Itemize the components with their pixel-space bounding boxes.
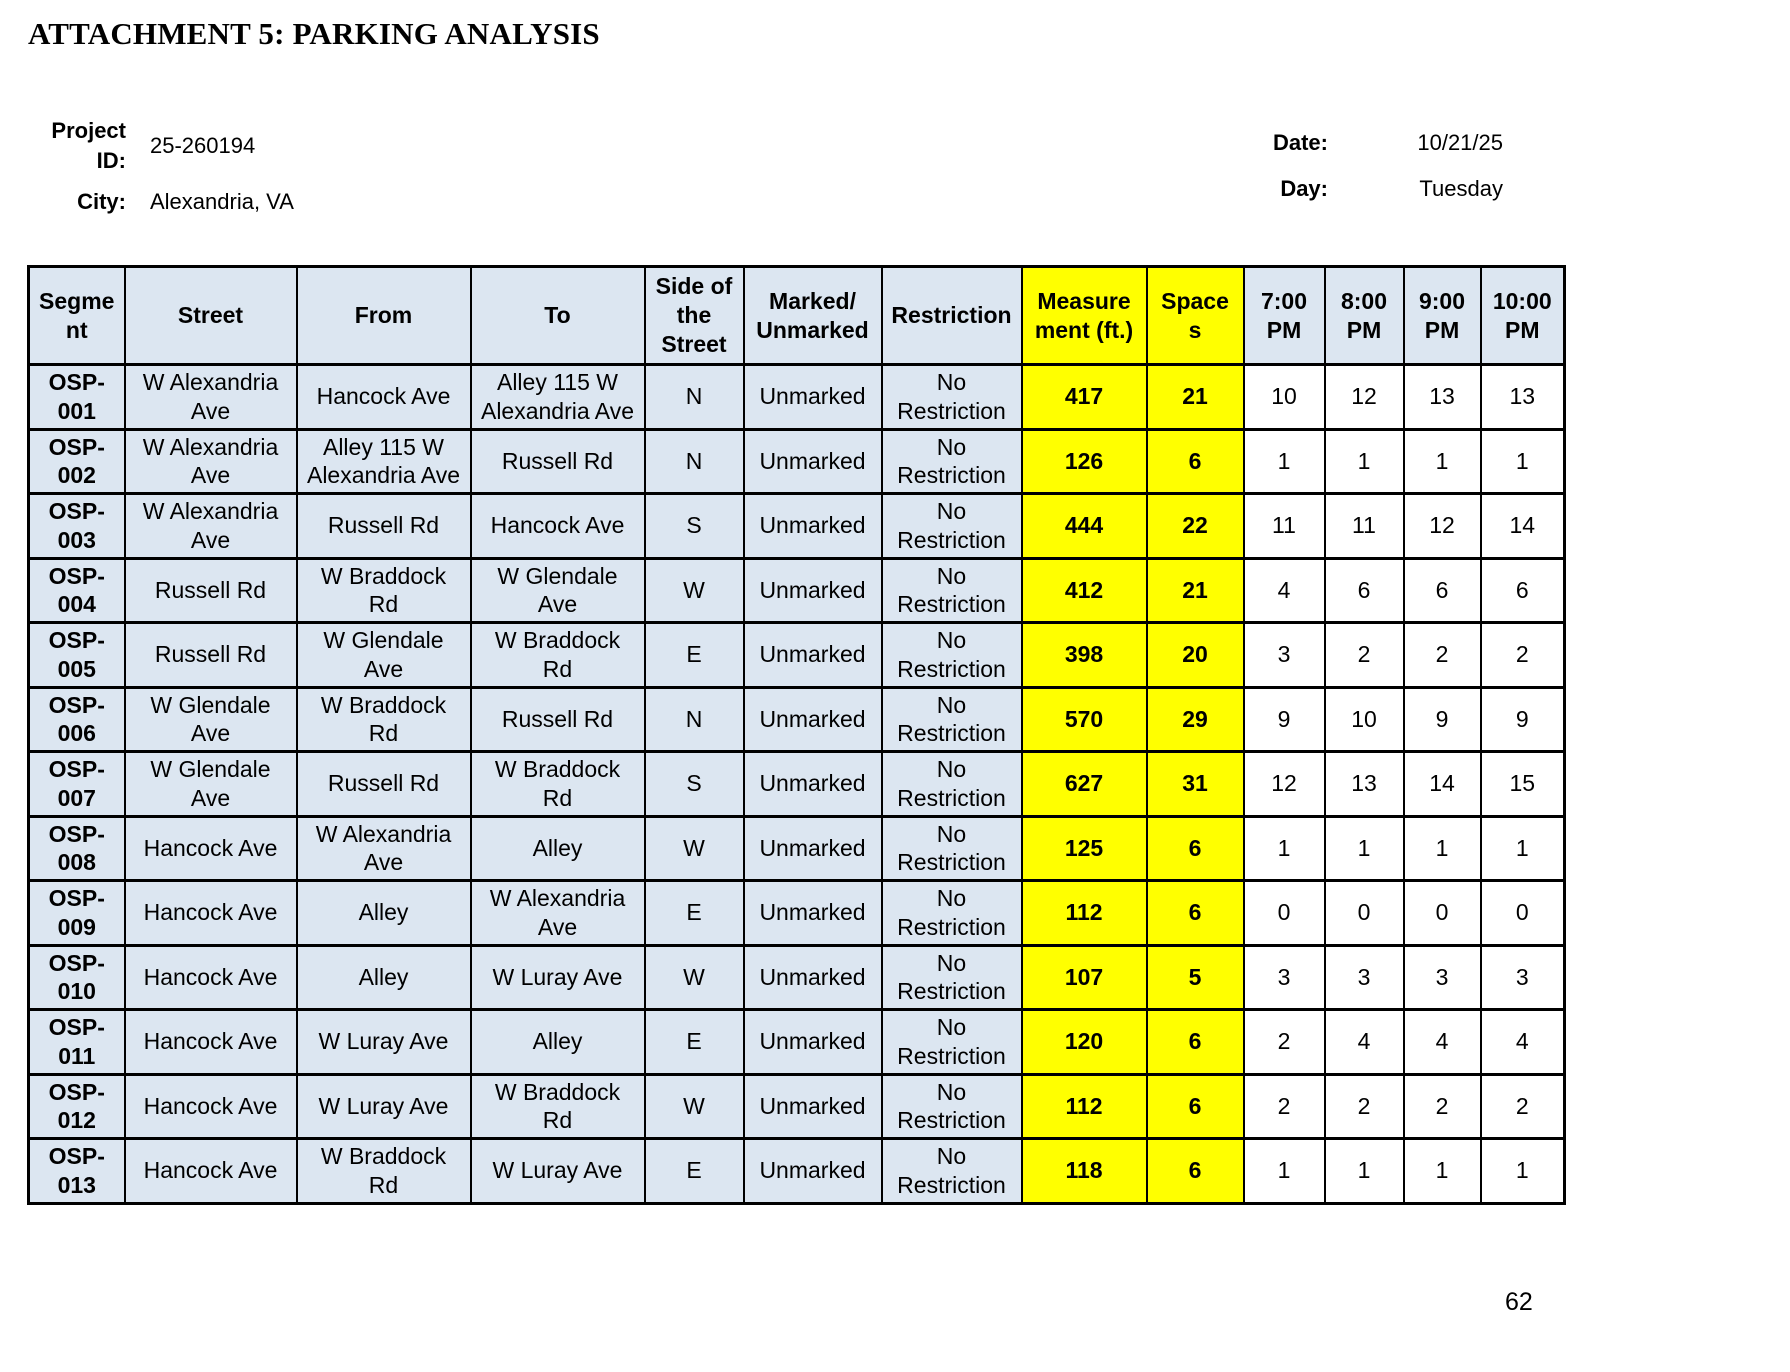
table-cell: 1 — [1404, 429, 1481, 494]
table-cell: Unmarked — [744, 881, 882, 946]
city-label: City: — [77, 189, 126, 215]
table-cell: 3 — [1481, 945, 1565, 1010]
table-cell: Alley — [471, 1010, 645, 1075]
page-number: 62 — [1505, 1288, 1533, 1316]
table-cell: E — [645, 881, 744, 946]
table-cell: Alley — [297, 945, 471, 1010]
table-cell: 29 — [1147, 687, 1244, 752]
table-cell: OSP-007 — [29, 752, 125, 817]
table-cell: W Luray Ave — [471, 945, 645, 1010]
table-row — [29, 881, 1565, 946]
table-cell: Unmarked — [744, 752, 882, 817]
table-cell: 120 — [1022, 1010, 1147, 1075]
table-cell: 412 — [1022, 558, 1147, 623]
table-cell: 398 — [1022, 623, 1147, 688]
table-cell: No Restriction — [882, 365, 1022, 430]
table-cell: 15 — [1481, 752, 1565, 817]
table-cell: Russell Rd — [125, 623, 297, 688]
table-cell: 6 — [1147, 1010, 1244, 1075]
column-header: Segment — [29, 267, 125, 365]
table-cell: 3 — [1244, 623, 1325, 688]
table-cell: W Braddock Rd — [471, 1074, 645, 1139]
table-cell: No Restriction — [882, 429, 1022, 494]
table-cell: Alley — [297, 881, 471, 946]
table-cell: 2 — [1481, 1074, 1565, 1139]
table-cell: 1 — [1404, 1139, 1481, 1204]
table-cell: W Braddock Rd — [471, 752, 645, 817]
table-cell: 4 — [1481, 1010, 1565, 1075]
table-cell: 22 — [1147, 494, 1244, 559]
column-header: Marked/ Unmarked — [744, 267, 882, 365]
table-cell: 11 — [1244, 494, 1325, 559]
parking-analysis-table — [27, 265, 1566, 1205]
table-cell: 20 — [1147, 623, 1244, 688]
table-cell: 1 — [1481, 1139, 1565, 1204]
table-cell: Unmarked — [744, 1139, 882, 1204]
table-cell: 0 — [1244, 881, 1325, 946]
table-cell: 1 — [1325, 429, 1404, 494]
date-info-block — [1258, 130, 1503, 202]
table-cell: 6 — [1147, 1139, 1244, 1204]
table-cell: 12 — [1325, 365, 1404, 430]
table-cell: No Restriction — [882, 558, 1022, 623]
table-cell: 11 — [1325, 494, 1404, 559]
column-header: Spaces — [1147, 267, 1244, 365]
table-cell: Russell Rd — [471, 687, 645, 752]
table-cell: OSP-012 — [29, 1074, 125, 1139]
table-cell: 4 — [1404, 1010, 1481, 1075]
table-cell: 107 — [1022, 945, 1147, 1010]
table-row — [29, 623, 1565, 688]
table-cell: Unmarked — [744, 687, 882, 752]
column-header: To — [471, 267, 645, 365]
column-header: Measurement (ft.) — [1022, 267, 1147, 365]
table-cell: E — [645, 1139, 744, 1204]
table-cell: OSP-011 — [29, 1010, 125, 1075]
table-cell: Unmarked — [744, 623, 882, 688]
table-cell: W Glendale Ave — [125, 687, 297, 752]
table-row — [29, 945, 1565, 1010]
table-row — [29, 687, 1565, 752]
table-cell: Hancock Ave — [125, 945, 297, 1010]
table-cell: 570 — [1022, 687, 1147, 752]
table-cell: OSP-008 — [29, 816, 125, 881]
table-row — [29, 365, 1565, 430]
table-cell: 9 — [1481, 687, 1565, 752]
table-cell: Russell Rd — [471, 429, 645, 494]
table-cell: OSP-006 — [29, 687, 125, 752]
table-cell: No Restriction — [882, 881, 1022, 946]
table-cell: 1 — [1244, 1139, 1325, 1204]
table-cell: Alley 115 W Alexandria Ave — [297, 429, 471, 494]
column-header: Side of the Street — [645, 267, 744, 365]
table-cell: 627 — [1022, 752, 1147, 817]
table-cell: W Luray Ave — [297, 1010, 471, 1075]
table-cell: W — [645, 945, 744, 1010]
table-cell: N — [645, 365, 744, 430]
table-cell: 2 — [1325, 623, 1404, 688]
table-cell: 10 — [1244, 365, 1325, 430]
table-row — [29, 752, 1565, 817]
table-cell: 112 — [1022, 881, 1147, 946]
table-cell: 14 — [1481, 494, 1565, 559]
table-cell: OSP-001 — [29, 365, 125, 430]
table-cell: 21 — [1147, 365, 1244, 430]
page-title: ATTACHMENT 5: PARKING ANALYSIS — [28, 16, 600, 51]
table-cell: Unmarked — [744, 558, 882, 623]
table-cell: Hancock Ave — [297, 365, 471, 430]
table-cell: 6 — [1147, 816, 1244, 881]
table-cell: 10 — [1325, 687, 1404, 752]
table-cell: E — [645, 623, 744, 688]
table-cell: S — [645, 494, 744, 559]
table-cell: Russell Rd — [125, 558, 297, 623]
table-cell: 12 — [1404, 494, 1481, 559]
table-cell: No Restriction — [882, 687, 1022, 752]
table-cell: W Braddock Rd — [471, 623, 645, 688]
table-cell: 2 — [1244, 1074, 1325, 1139]
table-cell: Unmarked — [744, 494, 882, 559]
table-body — [29, 365, 1565, 1204]
table-row — [29, 494, 1565, 559]
table-cell: OSP-002 — [29, 429, 125, 494]
table-cell: 1 — [1325, 816, 1404, 881]
table-row — [29, 816, 1565, 881]
column-header: Street — [125, 267, 297, 365]
column-header: 9:00 PM — [1404, 267, 1481, 365]
table-cell: 417 — [1022, 365, 1147, 430]
table-cell: No Restriction — [882, 1010, 1022, 1075]
column-header: From — [297, 267, 471, 365]
table-cell: 112 — [1022, 1074, 1147, 1139]
table-cell: 4 — [1244, 558, 1325, 623]
table-cell: 4 — [1325, 1010, 1404, 1075]
table-cell: Unmarked — [744, 365, 882, 430]
table-row — [29, 558, 1565, 623]
table-cell: No Restriction — [882, 494, 1022, 559]
table-row — [29, 1139, 1565, 1204]
table-cell: Unmarked — [744, 1010, 882, 1075]
table-cell: 6 — [1404, 558, 1481, 623]
table-cell: 14 — [1404, 752, 1481, 817]
column-header: Restriction — [882, 267, 1022, 365]
table-cell: N — [645, 429, 744, 494]
table-cell: W Alexandria Ave — [471, 881, 645, 946]
table-row — [29, 1074, 1565, 1139]
table-cell: W — [645, 558, 744, 623]
table-cell: OSP-010 — [29, 945, 125, 1010]
table-cell: 1 — [1325, 1139, 1404, 1204]
table-cell: Unmarked — [744, 816, 882, 881]
table-row — [29, 1010, 1565, 1075]
table-cell: 0 — [1404, 881, 1481, 946]
table-cell: No Restriction — [882, 1139, 1022, 1204]
table-cell: Russell Rd — [297, 752, 471, 817]
table-cell: 9 — [1244, 687, 1325, 752]
table-cell: 9 — [1404, 687, 1481, 752]
column-header: 8:00 PM — [1325, 267, 1404, 365]
table-cell: S — [645, 752, 744, 817]
table-cell: Hancock Ave — [125, 1010, 297, 1075]
table-cell: W Alexandria Ave — [125, 365, 297, 430]
table-cell: W Alexandria Ave — [297, 816, 471, 881]
table-cell: 12 — [1244, 752, 1325, 817]
header-row — [29, 267, 1565, 365]
column-header: 7:00 PM — [1244, 267, 1325, 365]
table-cell: OSP-013 — [29, 1139, 125, 1204]
table-cell: W Glendale Ave — [471, 558, 645, 623]
table-cell: OSP-009 — [29, 881, 125, 946]
table-cell: Alley — [471, 816, 645, 881]
table-cell: E — [645, 1010, 744, 1075]
table-cell: W — [645, 816, 744, 881]
table-cell: W Luray Ave — [471, 1139, 645, 1204]
table-cell: Unmarked — [744, 429, 882, 494]
project-id-label: Project ID: — [51, 118, 126, 173]
table-cell: 118 — [1022, 1139, 1147, 1204]
project-id-value: 25-260194 — [150, 132, 256, 158]
table-cell: 6 — [1147, 429, 1244, 494]
table-cell: OSP-003 — [29, 494, 125, 559]
table-cell: 1 — [1244, 816, 1325, 881]
table-cell: Alley 115 W Alexandria Ave — [471, 365, 645, 430]
day-value: Tuesday — [1419, 176, 1503, 201]
table-cell: No Restriction — [882, 816, 1022, 881]
table-cell: OSP-004 — [29, 558, 125, 623]
table-cell: 2 — [1404, 623, 1481, 688]
table-cell: N — [645, 687, 744, 752]
table-cell: 3 — [1325, 945, 1404, 1010]
table-cell: W Luray Ave — [297, 1074, 471, 1139]
table-cell: 3 — [1244, 945, 1325, 1010]
table-cell: 13 — [1325, 752, 1404, 817]
table-cell: 1 — [1481, 429, 1565, 494]
table-cell: 6 — [1147, 881, 1244, 946]
table-cell: Hancock Ave — [471, 494, 645, 559]
table-cell: 2 — [1325, 1074, 1404, 1139]
table-cell: W Braddock Rd — [297, 558, 471, 623]
table-cell: Hancock Ave — [125, 1139, 297, 1204]
table-cell: Hancock Ave — [125, 816, 297, 881]
table-cell: 1 — [1404, 816, 1481, 881]
table-cell: 2 — [1244, 1010, 1325, 1075]
table-cell: 13 — [1481, 365, 1565, 430]
table-cell: 1 — [1481, 816, 1565, 881]
table-cell: 31 — [1147, 752, 1244, 817]
table-cell: W Alexandria Ave — [125, 494, 297, 559]
table-header — [29, 267, 1565, 365]
city-value: Alexandria, VA — [150, 189, 294, 215]
day-label: Day: — [1280, 176, 1328, 201]
table-cell: W — [645, 1074, 744, 1139]
table-cell: Unmarked — [744, 945, 882, 1010]
table-cell: 13 — [1404, 365, 1481, 430]
table-cell: 2 — [1481, 623, 1565, 688]
table-cell: 444 — [1022, 494, 1147, 559]
table-cell: 3 — [1404, 945, 1481, 1010]
table-cell: Russell Rd — [297, 494, 471, 559]
date-value: 10/21/25 — [1417, 130, 1503, 155]
column-header: 10:00 PM — [1481, 267, 1565, 365]
project-info-block — [40, 116, 294, 217]
table-cell: 6 — [1147, 1074, 1244, 1139]
table-cell: No Restriction — [882, 752, 1022, 817]
table-cell: W Glendale Ave — [125, 752, 297, 817]
table-cell: Unmarked — [744, 1074, 882, 1139]
table-cell: 6 — [1481, 558, 1565, 623]
table-cell: OSP-005 — [29, 623, 125, 688]
table-cell: 125 — [1022, 816, 1147, 881]
table-cell: W Braddock Rd — [297, 687, 471, 752]
table-cell: No Restriction — [882, 945, 1022, 1010]
table-cell: 5 — [1147, 945, 1244, 1010]
table-cell: Hancock Ave — [125, 1074, 297, 1139]
table-cell: 6 — [1325, 558, 1404, 623]
table-cell: 21 — [1147, 558, 1244, 623]
date-label: Date: — [1272, 130, 1328, 155]
table-cell: 1 — [1244, 429, 1325, 494]
table-cell: W Glendale Ave — [297, 623, 471, 688]
table-cell: 2 — [1404, 1074, 1481, 1139]
table-cell: Hancock Ave — [125, 881, 297, 946]
table-cell: No Restriction — [882, 623, 1022, 688]
table-cell: 0 — [1325, 881, 1404, 946]
table-row — [29, 429, 1565, 494]
table-cell: 0 — [1481, 881, 1565, 946]
table-cell: No Restriction — [882, 1074, 1022, 1139]
table-cell: 126 — [1022, 429, 1147, 494]
table-cell: W Alexandria Ave — [125, 429, 297, 494]
table-cell: W Braddock Rd — [297, 1139, 471, 1204]
